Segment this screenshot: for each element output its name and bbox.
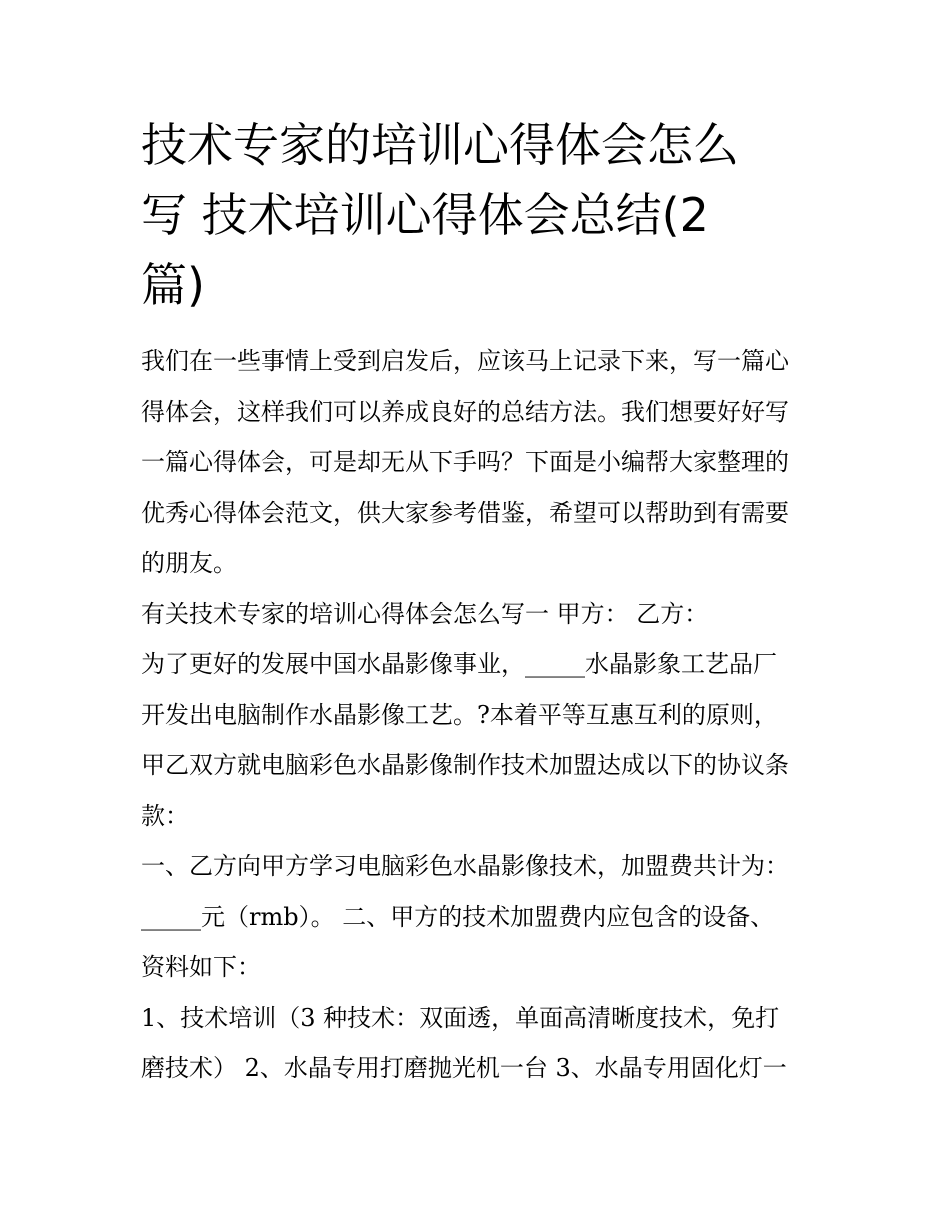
clause-line: _____元（rmb）。 二、甲方的技术加盟费内应包含的设备、 xyxy=(141,902,775,931)
intro-line: 得体会，这样我们可以养成良好的总结方法。我们想要好好写 xyxy=(141,397,789,426)
title-line: 篇) xyxy=(141,258,205,312)
agreement-line: 款： xyxy=(141,801,189,830)
intro-line: 一篇心得体会，可是却无从下手吗？下面是小编帮大家整理的 xyxy=(141,448,789,476)
section-heading-line: 有关技术专家的培训心得体会怎么写一 甲方： 乙方： xyxy=(141,599,709,628)
document-body xyxy=(141,336,821,1094)
clause-line: 磨技术） 2、水晶专用打磨抛光机一台 3、水晶专用固化灯一 xyxy=(141,1054,787,1082)
agreement-line: 为了更好的发展中国水晶影像事业，_____水晶影象工艺品厂 xyxy=(141,650,777,678)
title-line: 技术专家的培训心得体会怎么 xyxy=(141,118,739,172)
clause-line: 一、乙方向甲方学习电脑彩色水晶影像技术，加盟费共计为： xyxy=(141,852,789,880)
title-line: 写 技术培训心得体会总结(2 xyxy=(141,188,709,242)
intro-line: 的朋友。 xyxy=(141,549,237,577)
document-title xyxy=(141,110,821,320)
agreement-line: 开发出电脑制作水晶影像工艺。?本着平等互惠互利的原则， xyxy=(141,700,778,729)
document-page xyxy=(141,110,821,1094)
intro-line: 我们在一些事情上受到启发后，应该马上记录下来，写一篇心 xyxy=(141,347,789,375)
agreement-line: 甲乙双方就电脑彩色水晶影像制作技术加盟达成以下的协议条 xyxy=(141,751,789,779)
intro-line: 优秀心得体会范文，供大家参考借鉴，希望可以帮助到有需要 xyxy=(141,498,789,527)
clause-line: 资料如下： xyxy=(141,953,261,981)
clause-line: 1、技术培训（3 种技术：双面透，单面高清晰度技术，免打 xyxy=(141,1003,780,1032)
